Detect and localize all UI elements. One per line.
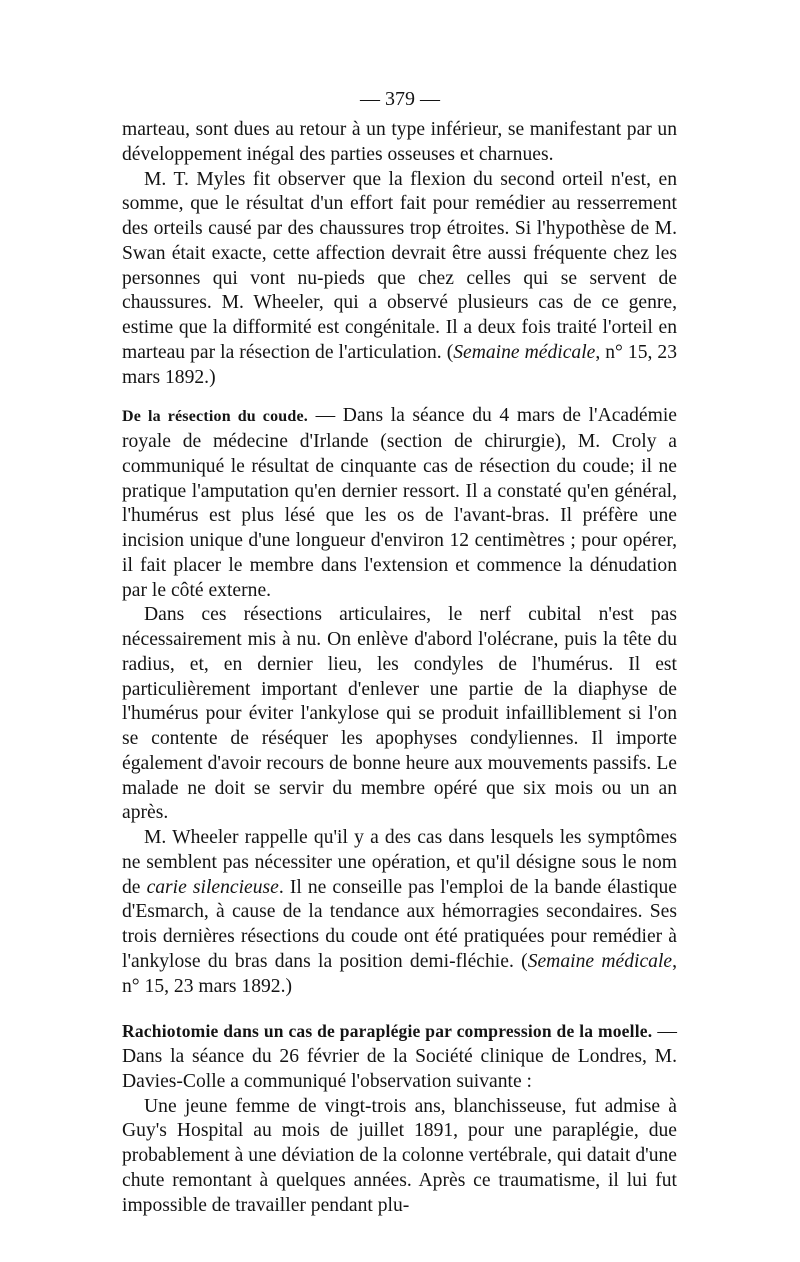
journal-title: Semaine médicale: [527, 950, 673, 972]
section-resection-coude: [122, 404, 677, 603]
page-number: — 379 —: [360, 88, 440, 110]
paragraph: M. T. Myles fit observer que la flexion du second orteil n'est, en somme, que le résultat d'un effort fait pour remédier au resserrement des orteils causé par des chaussures trop étroites. Si l'hypothèse de M. Swan était exacte, cette affection devrait être aussi fréquente chez les personnes qui vont nu-pieds que chez celles qui se servent de chaussures. M. Wheeler, qui a observé plusieurs cas de ce genre, estime que la difformité est congénitale. Il a deux fois traité l'orteil en marteau par la résection de l'articulation. (Semaine médicale, n° 15, 23 mars 1892.): [122, 168, 678, 388]
section-heading: Rachiotomie dans un cas de paraplégie par compression de la moelle.: [122, 1021, 653, 1042]
paragraph-text: — Dans la séance du 26 février de la Société clinique de Londres, M. Davies-Colle a communiqué l'observation suivante :: [122, 1021, 678, 1092]
text-column: [122, 118, 677, 1218]
paragraph: M. Wheeler rappelle qu'il y a des cas dans lesquels les symptômes ne semblent pas nécessiter une opération, et qu'il désigne sous le nom de carie silencieuse. Il ne conseille pas l'emploi de la bande élastique d'Esmarch, à cause de la tendance aux hémorragies secondaires. Ses trois dernières résections du coude ont été pratiquées pour remédier à l'ankylose du bras dans la position demi-fléchie. (Semaine médicale, n° 15, 23 mars 1892.): [122, 827, 678, 997]
paragraph: Dans ces résections articulaires, le nerf cubital n'est pas nécessairement mis à nu. On enlève d'abord l'olécrane, puis la tête du radius, et, en dernier lieu, les condyles de l'humérus. Il est particulièrement important d'enlever une partie de la diaphyse de l'humérus pour éviter l'ankylose qui se produit infailliblement si l'on se contente de réséquer les apophyses condyliennes. Il importe également d'avoir recours de bonne heure aux mouvements passifs. Le malade ne doit se servir du membre opéré que six mois ou un an après.: [122, 604, 677, 824]
section-rachiotomie: [122, 1019, 677, 1094]
paragraph: marteau, sont dues au retour à un type inférieur, se manifestant par un développement inégal des parties osseuses et charnues.: [122, 119, 677, 165]
italic-term: carie silencieuse: [146, 876, 279, 898]
section-heading: De la résection du coude.: [122, 408, 309, 426]
paragraph: Une jeune femme de vingt-trois ans, blanchisseuse, fut admise à Guy's Hospital au mois de juillet 1891, pour une paraplégie, due probablement à une déviation de la colonne vertébrale, qui datait d'une chute remontant à quelques années. Après ce traumatisme, il lui fut impossible de travailler pendant plu-: [122, 1095, 677, 1216]
paragraph-text: M. T. Myles fit observer que la flexion du second orteil n'est, en somme, que le résultat d'un effort fait pour remédier au resserrement des orteils causé par des chaussures trop étroites. Si l'hypothèse de M. Swan était exacte, cette affection devrait être aussi fréquente chez les personnes qui vont nu-pieds que chez celles qui se servent de chaussures. M. Wheeler, qui a observé plusieurs cas de ce genre, estime que la difformité est congénitale. Il a deux fois traité l'orteil en marteau par la résection de l'articulation.: [122, 168, 677, 363]
journal-title: Semaine médicale: [453, 341, 596, 363]
paragraph-text: — Dans la séance du 4 mars de l'Académie royale de médecine d'Irlande (section de chirurgie), M. Croly a communiqué le résultat de cinquante cas de résection du coude; il ne pratique l'amputation qu'en dernier ressort. Il a constaté qu'en général, l'humérus est plus lésé que les os de l'avant-bras. Il préfère une incision unique d'une longueur d'environ 12 centimètres ; pour opérer, il fait placer le membre dans l'extension et commence la dénudation par le côté externe.: [122, 405, 677, 601]
